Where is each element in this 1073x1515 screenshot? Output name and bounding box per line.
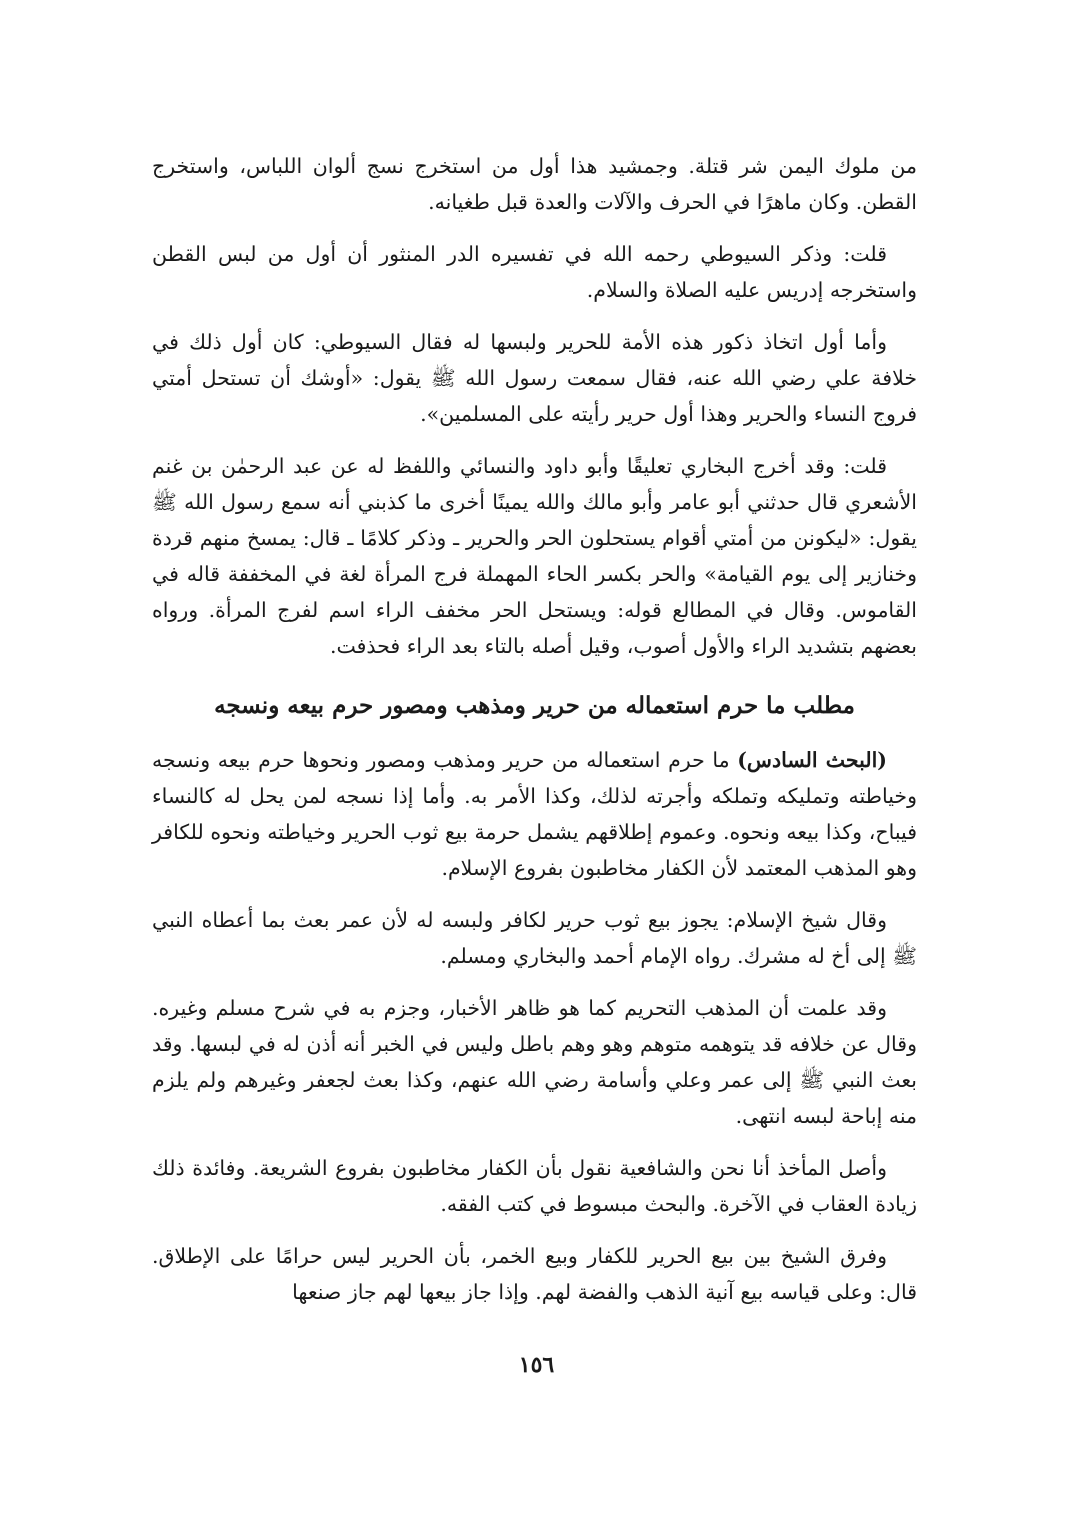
paragraph-8: وأصل المأخذ أنا نحن والشافعية نقول بأن الكفار مخاطبون بفروع الشريعة. وفائدة ذلك زيادة العقاب في الآخرة. والبحث مبسوط في كتب الفقه. bbox=[152, 1156, 917, 1216]
section-label: (البحث السادس) bbox=[737, 748, 887, 772]
paragraph-2: قلت: وذكر السيوطي رحمه الله في تفسيره الدر المنثور أن أول من لبس القطن واستخرجه إدريس عليه الصلاة والسلام. bbox=[152, 242, 917, 302]
section-intro-paragraph bbox=[152, 742, 917, 886]
document-page bbox=[152, 148, 917, 1326]
paragraph-7: وقد علمت أن المذهب التحريم كما هو ظاهر الأخبار، وجزم به في شرح مسلم وغيره. وقال عن خلافه قد يتوهمه متوهم وهو وهم باطل وليس في الخبر أنه أذن له في لبسها. وقد بعث النبي ﷺ إلى عمر وعلي وأسامة رضي الله عنهم، وكذا بعث لجعفر وغيرهم ولم يلزم منه إباحة لبسه انتهى. bbox=[152, 996, 917, 1128]
section-intro-text: ما حرم استعماله من حرير ومذهب ومصور ونحوها حرم بيعه ونسجه وخياطته وتمليكه وتملكه وأجرته لذلك، وكذا الأمر به. وأما إذا نسجه لمن يحل له كالنساء فيباح، وكذا بيعه ونحوه. وعموم إطلاقهم يشمل حرمة بيع ثوب الحرير وخياطته ونحوه للكافر وهو المذهب المعتمد لأن الكفار مخاطبون بفروع الإسلام. bbox=[152, 748, 917, 880]
paragraph-1: من ملوك اليمن شر قتلة. وجمشيد هذا أول من استخرج نسج ألوان اللباس، واستخرج القطن. وكان ماهرًا في الحرف والآلات والعدة قبل طغيانه. bbox=[152, 154, 917, 214]
section-heading: مطلب ما حرم استعماله من حرير ومذهب ومصور حرم بيعه ونسجه bbox=[214, 692, 855, 719]
page-number: ١٥٦ bbox=[518, 1352, 555, 1378]
paragraph-9: وفرق الشيخ بين بيع الحرير للكفار وبيع الخمر، بأن الحرير ليس حرامًا على الإطلاق. قال: وعلى قياسه بيع آنية الذهب والفضة لهم. وإذا جاز بيعها لهم جاز صنعها bbox=[152, 1244, 917, 1304]
paragraph-4: قلت: وقد أخرج البخاري تعليقًا وأبو داود والنسائي واللفظ له عن عبد الرحمٰن بن غنم الأشعري قال حدثني أبو عامر وأبو مالك والله يمينًا أخرى ما كذبني أنه سمع رسول الله ﷺ يقول: «ليكونن من أمتي أقوام يستحلون الحر والحرير ـ وذكر كلامًا ـ قال: يمسخ منهم قردة وخنازير إلى يوم القيامة» والحر بكسر الحاء المهملة فرج المرأة لغة في المخففة قاله في القاموس. وقال في المطالع قوله: ويستحل الحر مخفف الراء اسم لفرج المرأة. ورواه بعضهم بتشديد الراء والأول أصوب، وقيل أصله بالتاء بعد الراء فحذفت. bbox=[152, 454, 917, 658]
paragraph-3: وأما أول اتخاذ ذكور هذه الأمة للحرير ولبسها له فقال السيوطي: كان أول ذلك في خلافة علي رضي الله عنه، فقال سمعت رسول الله ﷺ يقول: «أوشك أن تستحل أمتي فروج النساء والحرير وهذا أول حرير رأيته على المسلمين». bbox=[152, 330, 917, 426]
paragraph-6: وقال شيخ الإسلام: يجوز بيع ثوب حرير لكافر ولبسه له لأن عمر بعث بما أعطاه النبي ﷺ إلى أخ له مشرك. رواه الإمام أحمد والبخاري ومسلم. bbox=[152, 908, 917, 968]
